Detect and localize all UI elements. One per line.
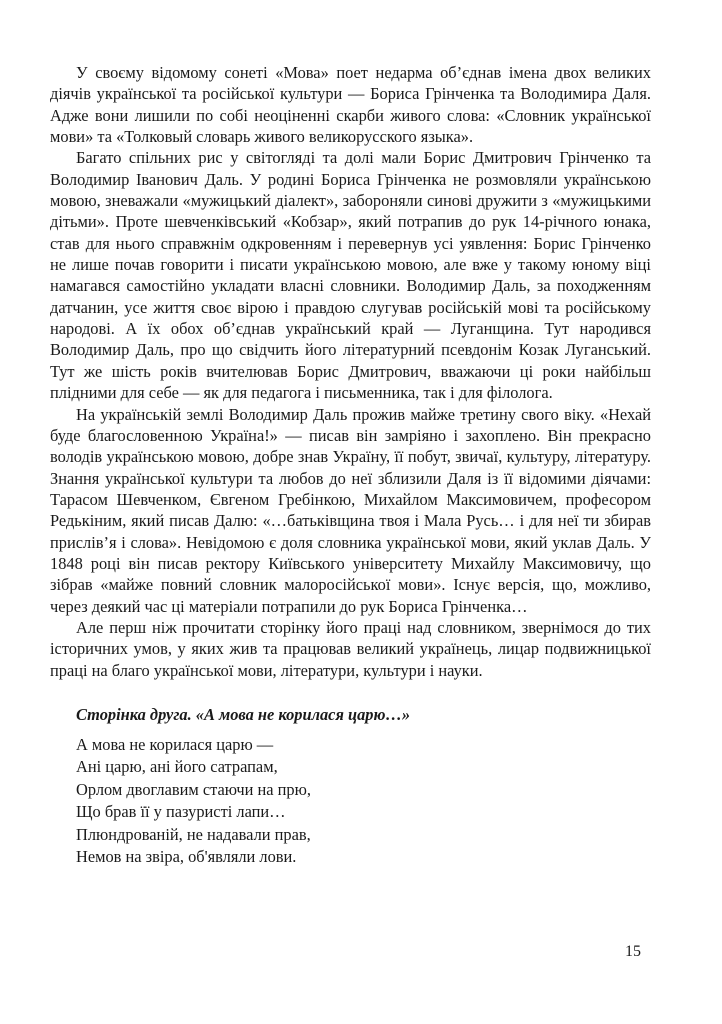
poem-line: Немов на звіра, об'являли лови. [76,847,297,866]
poem [76,734,651,868]
section-heading: Сторінка друга. «А мова не корилася царю…» [76,704,411,724]
poem-line: Що брав її у пазуристі лапи… [76,802,286,822]
poem-line: Ані царю, ані його сатрапам, [76,757,278,777]
paragraph-dal-in-ukraine: На українській землі Володимир Даль прожив майже третину свого віку. «Нехай буде благословенною Україна!» — писав він замріяно і захоплено. Він прекрасно володів українською мовою, добре знав Україну, її побут, звичаї, культуру, літературу. Знання української культури та любов до неї зблизили Даля із її відомими діячами: Тарасом Шевченком, Євгеном Гребінкою, Михайлом Максимовичем, професором Редькіним, який писав Далю: «…батьківщина твоя і Мала Русь… і для неї ти збирав прислів’я і слова». Невідомою є доля словника української мови, який уклав Даль. У 1848 році він писав ректору Київського університету Михайлу Максимовичу, що зібрав «майже повний словник малоросійської мови». Існує версія, що, можливо, через деякий час ці матеріали потрапили до рук Бориса Грінченка… [50,404,651,616]
document-page [50,62,651,868]
paragraph-intro: У своєму відомому сонеті «Мова» поет недарма об’єднав імена двох великих діячів української та російської культури — Бориса Грінченка та Володимира Даля. Адже вони лишили по собі неоціненні скарби живого слова: «Словник української мови» та «Толковый словарь живого великорусского языка». [50,63,651,147]
poem-line: А мова не корилася царю — [76,734,274,754]
page-number: 15 [625,943,641,960]
poem-line: Плюндрованій, не надавали прав, [76,824,311,844]
poem-line: Орлом двоглавим стаючи на прю, [76,779,311,799]
paragraph-common-traits: Багато спільних рис у світогляді та долі мали Борис Дмитрович Грінченко та Володимир Іванович Даль. У родині Бориса Грінченка не розмовляли українською мовою, зневажали «мужицький діалект», забороняли синові дружити з «мужицькими дітьми». Проте шевченківський «Кобзар», який потрапив до рук 14-річного юнака, став для нього справжнім одкровенням і перевернув усі уявлення: Борис Грінченко не лише почав говорити і писати українською мовою, але вже у такому юному віці намагався самостійно укладати власні словники. Володимир Даль, за походженням датчанин, усе життя своє вірою і правдою слугував російській мові та російському народові. А їх обох об’єднав український край — Луганщина. Тут народився Володимир Даль, про що свідчить його літературний псевдонім Козак Луганський. Тут же шість років вчителював Борис Дмитрович, вважаючи ці роки найбільш плідними для себе — як для педагога і письменника, так і для філолога. [50,148,651,403]
paragraph-historical-conditions: Але перш ніж прочитати сторінку його праці над словником, звернімося до тих історичних умов, у яких жив та працював великий українець, лицар подвижницької праці на благо української мови, літератури, культури і науки. [50,617,651,680]
